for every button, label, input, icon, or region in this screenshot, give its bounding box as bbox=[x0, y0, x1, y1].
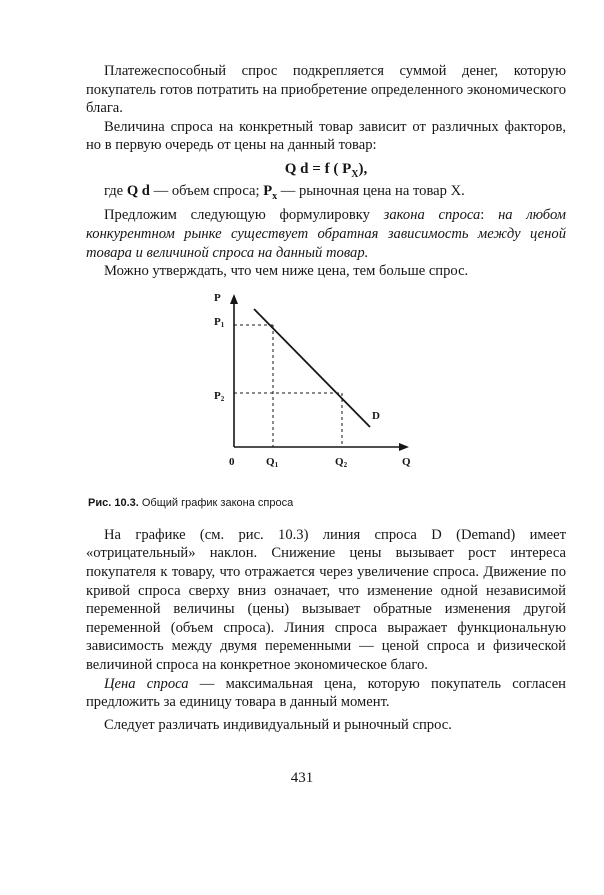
demand-price-term: Цена спроса bbox=[104, 675, 189, 692]
paragraph-law-of-demand bbox=[86, 206, 566, 262]
p1-label: P1 bbox=[214, 315, 225, 329]
paragraph-formula-legend bbox=[86, 182, 566, 207]
formula-rhs: ), bbox=[358, 160, 368, 177]
formula-sub: X bbox=[351, 168, 359, 180]
caption-number: Рис. 10.3. bbox=[88, 496, 139, 509]
demand-curve bbox=[254, 309, 370, 427]
p2-label: P2 bbox=[214, 389, 225, 403]
legend-lead: где bbox=[104, 182, 127, 199]
caption-text: Общий график закона спроса bbox=[138, 496, 294, 509]
paragraph-graph-explanation: На графике (см. рис. 10.3) линия спроса D (Demand) имеет «отрицательный» наклон. Снижение цены вызывает рост интереса покупателя к товару, что отражается через увеличение спроса. Движение по кривой спроса сверху вниз означает, что изменение одной независимой переменной величины (цены) вызывает обратные изменения другой переменной (объем спроса). Линия спроса выражает функциональную зависимость между двумя переменными — ценой спроса и физической величиной спроса на конкретное экономическое благо. bbox=[86, 526, 566, 673]
formula bbox=[86, 161, 566, 180]
law-lead: Предложим следующую формулировку bbox=[104, 207, 384, 224]
legend-px-sub: x bbox=[272, 190, 278, 202]
paragraph-lower-price: Можно утверждать, что чем ниже цена, тем больше спрос. bbox=[104, 263, 469, 280]
origin-label: 0 bbox=[229, 455, 235, 468]
law-definition: на любом конкурентном рынке существует обратная зависимость между ценой товара и величиной спроса на данный товар. bbox=[86, 207, 566, 261]
figure-demand-graph bbox=[86, 287, 566, 492]
formula-lhs: Q d = f ( P bbox=[284, 160, 352, 177]
law-term: закона спроса bbox=[383, 207, 481, 224]
legend-tail: — рыночная цена на товар X. bbox=[277, 182, 465, 199]
paragraph-demand-price bbox=[86, 675, 566, 712]
guide-p1-q1 bbox=[234, 325, 273, 447]
q2-label: Q2 bbox=[335, 455, 348, 469]
guide-p2-q2 bbox=[234, 393, 342, 447]
legend-mid: — объем спроса; bbox=[149, 182, 264, 199]
legend-qd: Q d bbox=[126, 182, 150, 199]
legend-px: P bbox=[263, 182, 273, 199]
law-colon: : bbox=[480, 207, 499, 224]
figure-caption bbox=[88, 496, 566, 510]
page-number: 431 bbox=[290, 770, 314, 786]
paragraph-solvent-demand: Платежеспособный спрос подкрепляется суммой денег, которую покупатель готов потратить на приобретение определенного экономического блага. bbox=[86, 63, 566, 117]
paragraph-individual-market: Следует различать индивидуальный и рыночный спрос. bbox=[104, 716, 452, 733]
demand-price-definition: — максимальная цена, которую покупатель согласен предложить за единицу товара в данный момент. bbox=[86, 675, 566, 711]
y-axis-label: P bbox=[214, 291, 221, 304]
curve-label: D bbox=[372, 409, 380, 422]
x-axis-label: Q bbox=[402, 455, 411, 468]
page-body bbox=[86, 62, 566, 734]
paragraph-demand-factors: Величина спроса на конкретный товар зависит от различных факторов, но в первую очередь от цены на данный товар: bbox=[86, 118, 566, 154]
demand-chart bbox=[86, 287, 566, 492]
q1-label: Q1 bbox=[266, 455, 279, 469]
